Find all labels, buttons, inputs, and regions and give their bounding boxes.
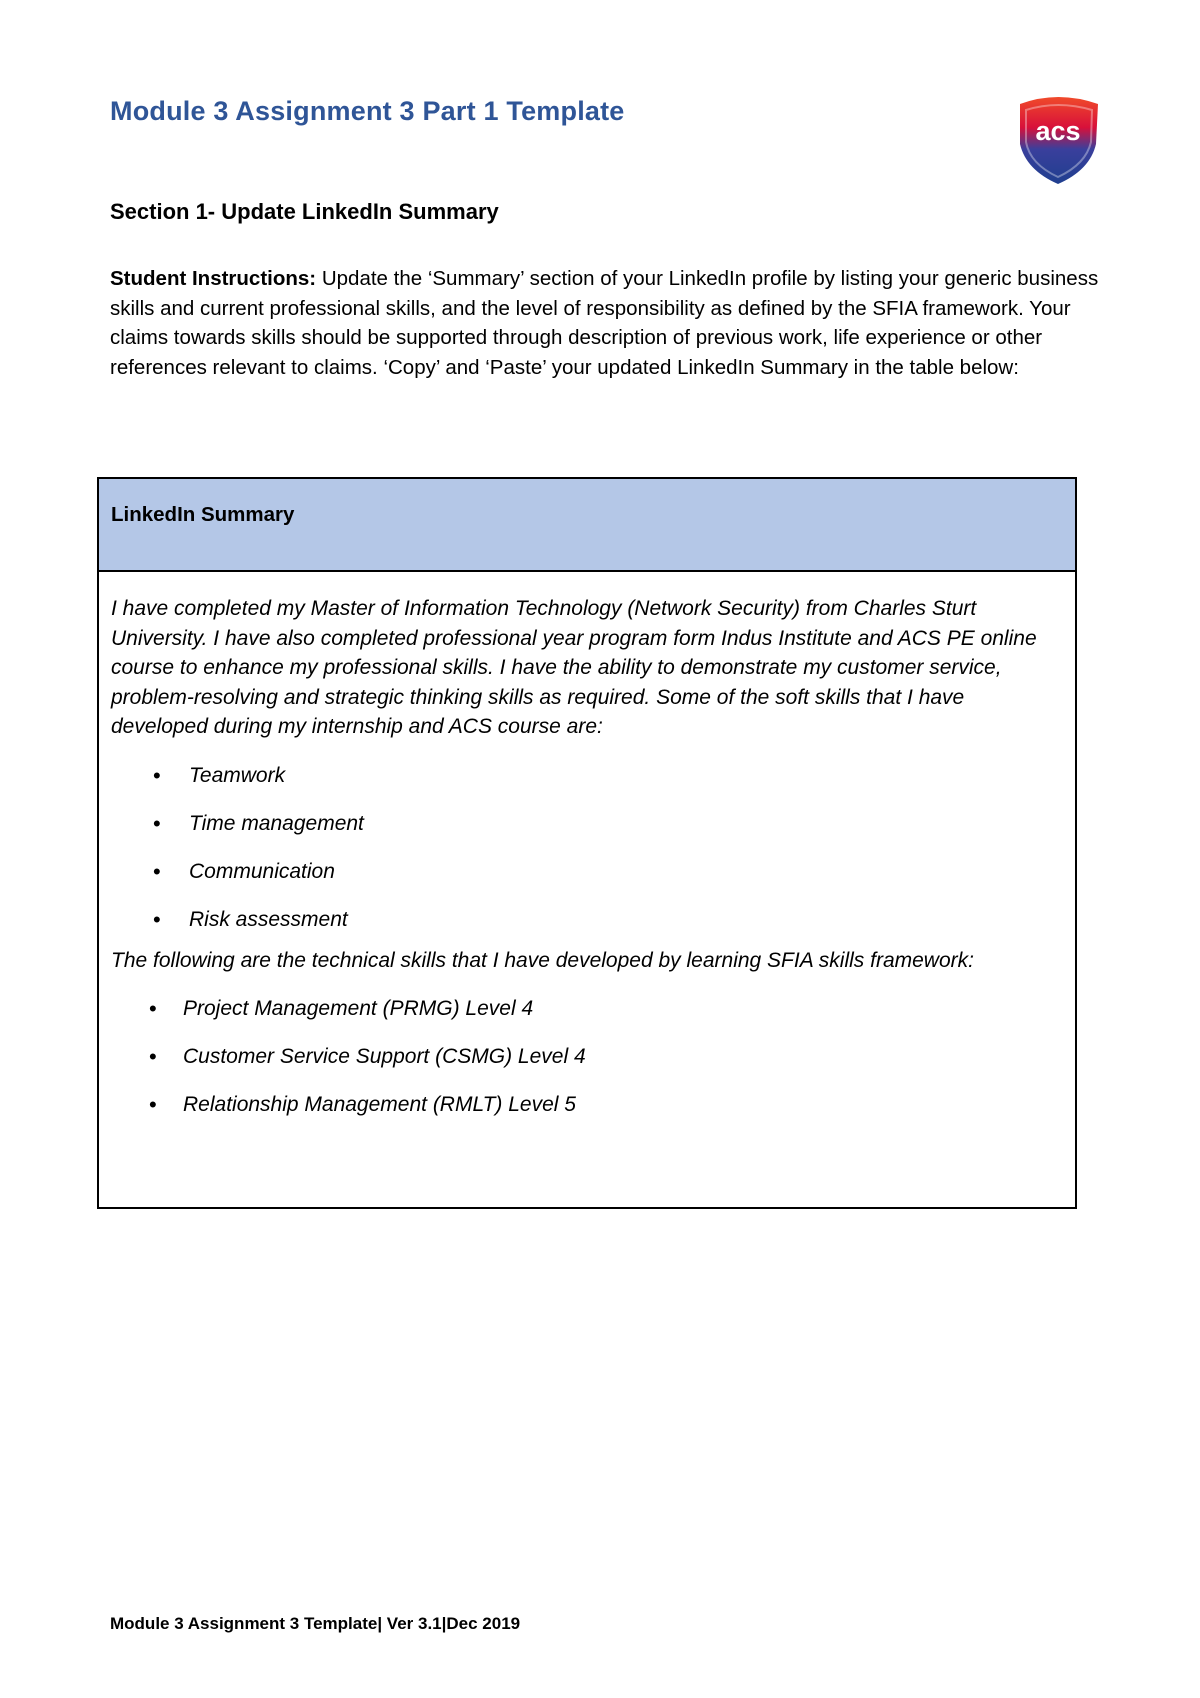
acs-logo [1012,94,1104,186]
tech-skills-list [111,985,1061,1129]
instructions-text: Update the ‘Summary’ section of your LinkedIn profile by listing your generic business skills and current professional skills, and the level of responsibility as defined by the SFIA framework. Your claims towards skills should be supported through description of previous work, life experience or other references relevant to claims. ‘Copy’ and ‘Paste’ your updated LinkedIn Summary in the table below: [110,267,1099,379]
page-footer: Module 3 Assignment 3 Template| Ver 3.1|Dec 2019 [110,1614,521,1633]
table-header: LinkedIn Summary [99,479,1075,572]
page-title: Module 3 Assignment 3 Part 1 Template [110,96,625,126]
logo-text: acs [1035,116,1081,146]
bullet-icon: • [153,858,161,884]
tech-skills-intro: The following are the technical skills that I have developed by learning SFIA skills framework: [111,948,974,972]
list-item: • Relationship Management (RMLT) Level 5 [111,1081,1061,1129]
student-instructions [110,264,1100,382]
soft-skills-list [111,752,1061,944]
bullet-icon: • [153,906,161,932]
summary-intro: I have completed my Master of Information Technology (Network Security) from Charles Sturt University. I have also completed professional year program form Indus Institute and ACS PE online course to enhance my professional skills. I have the ability to demonstrate my customer service, problem-resolving and strategic thinking skills as required. Some of the soft skills that I have developed during my internship and ACS course are: [111,597,1037,738]
bullet-icon: • [153,762,161,788]
list-item: • Time management [111,800,1061,848]
table-body [99,572,1075,1129]
bullet-icon: • [149,1092,157,1117]
list-item: • Project Management (PRMG) Level 4 [111,985,1061,1033]
bullet-icon: • [149,1044,157,1069]
linkedin-summary-table [97,477,1077,1209]
list-item: • Risk assessment [111,896,1061,944]
bullet-icon: • [153,810,161,836]
list-item: • Communication [111,848,1061,896]
section-heading: Section 1- Update LinkedIn Summary [110,199,499,224]
bullet-icon: • [149,996,157,1021]
list-item: • Customer Service Support (CSMG) Level 4 [111,1033,1061,1081]
instructions-label: Student Instructions: [110,267,317,290]
list-item: • Teamwork [111,752,1061,800]
